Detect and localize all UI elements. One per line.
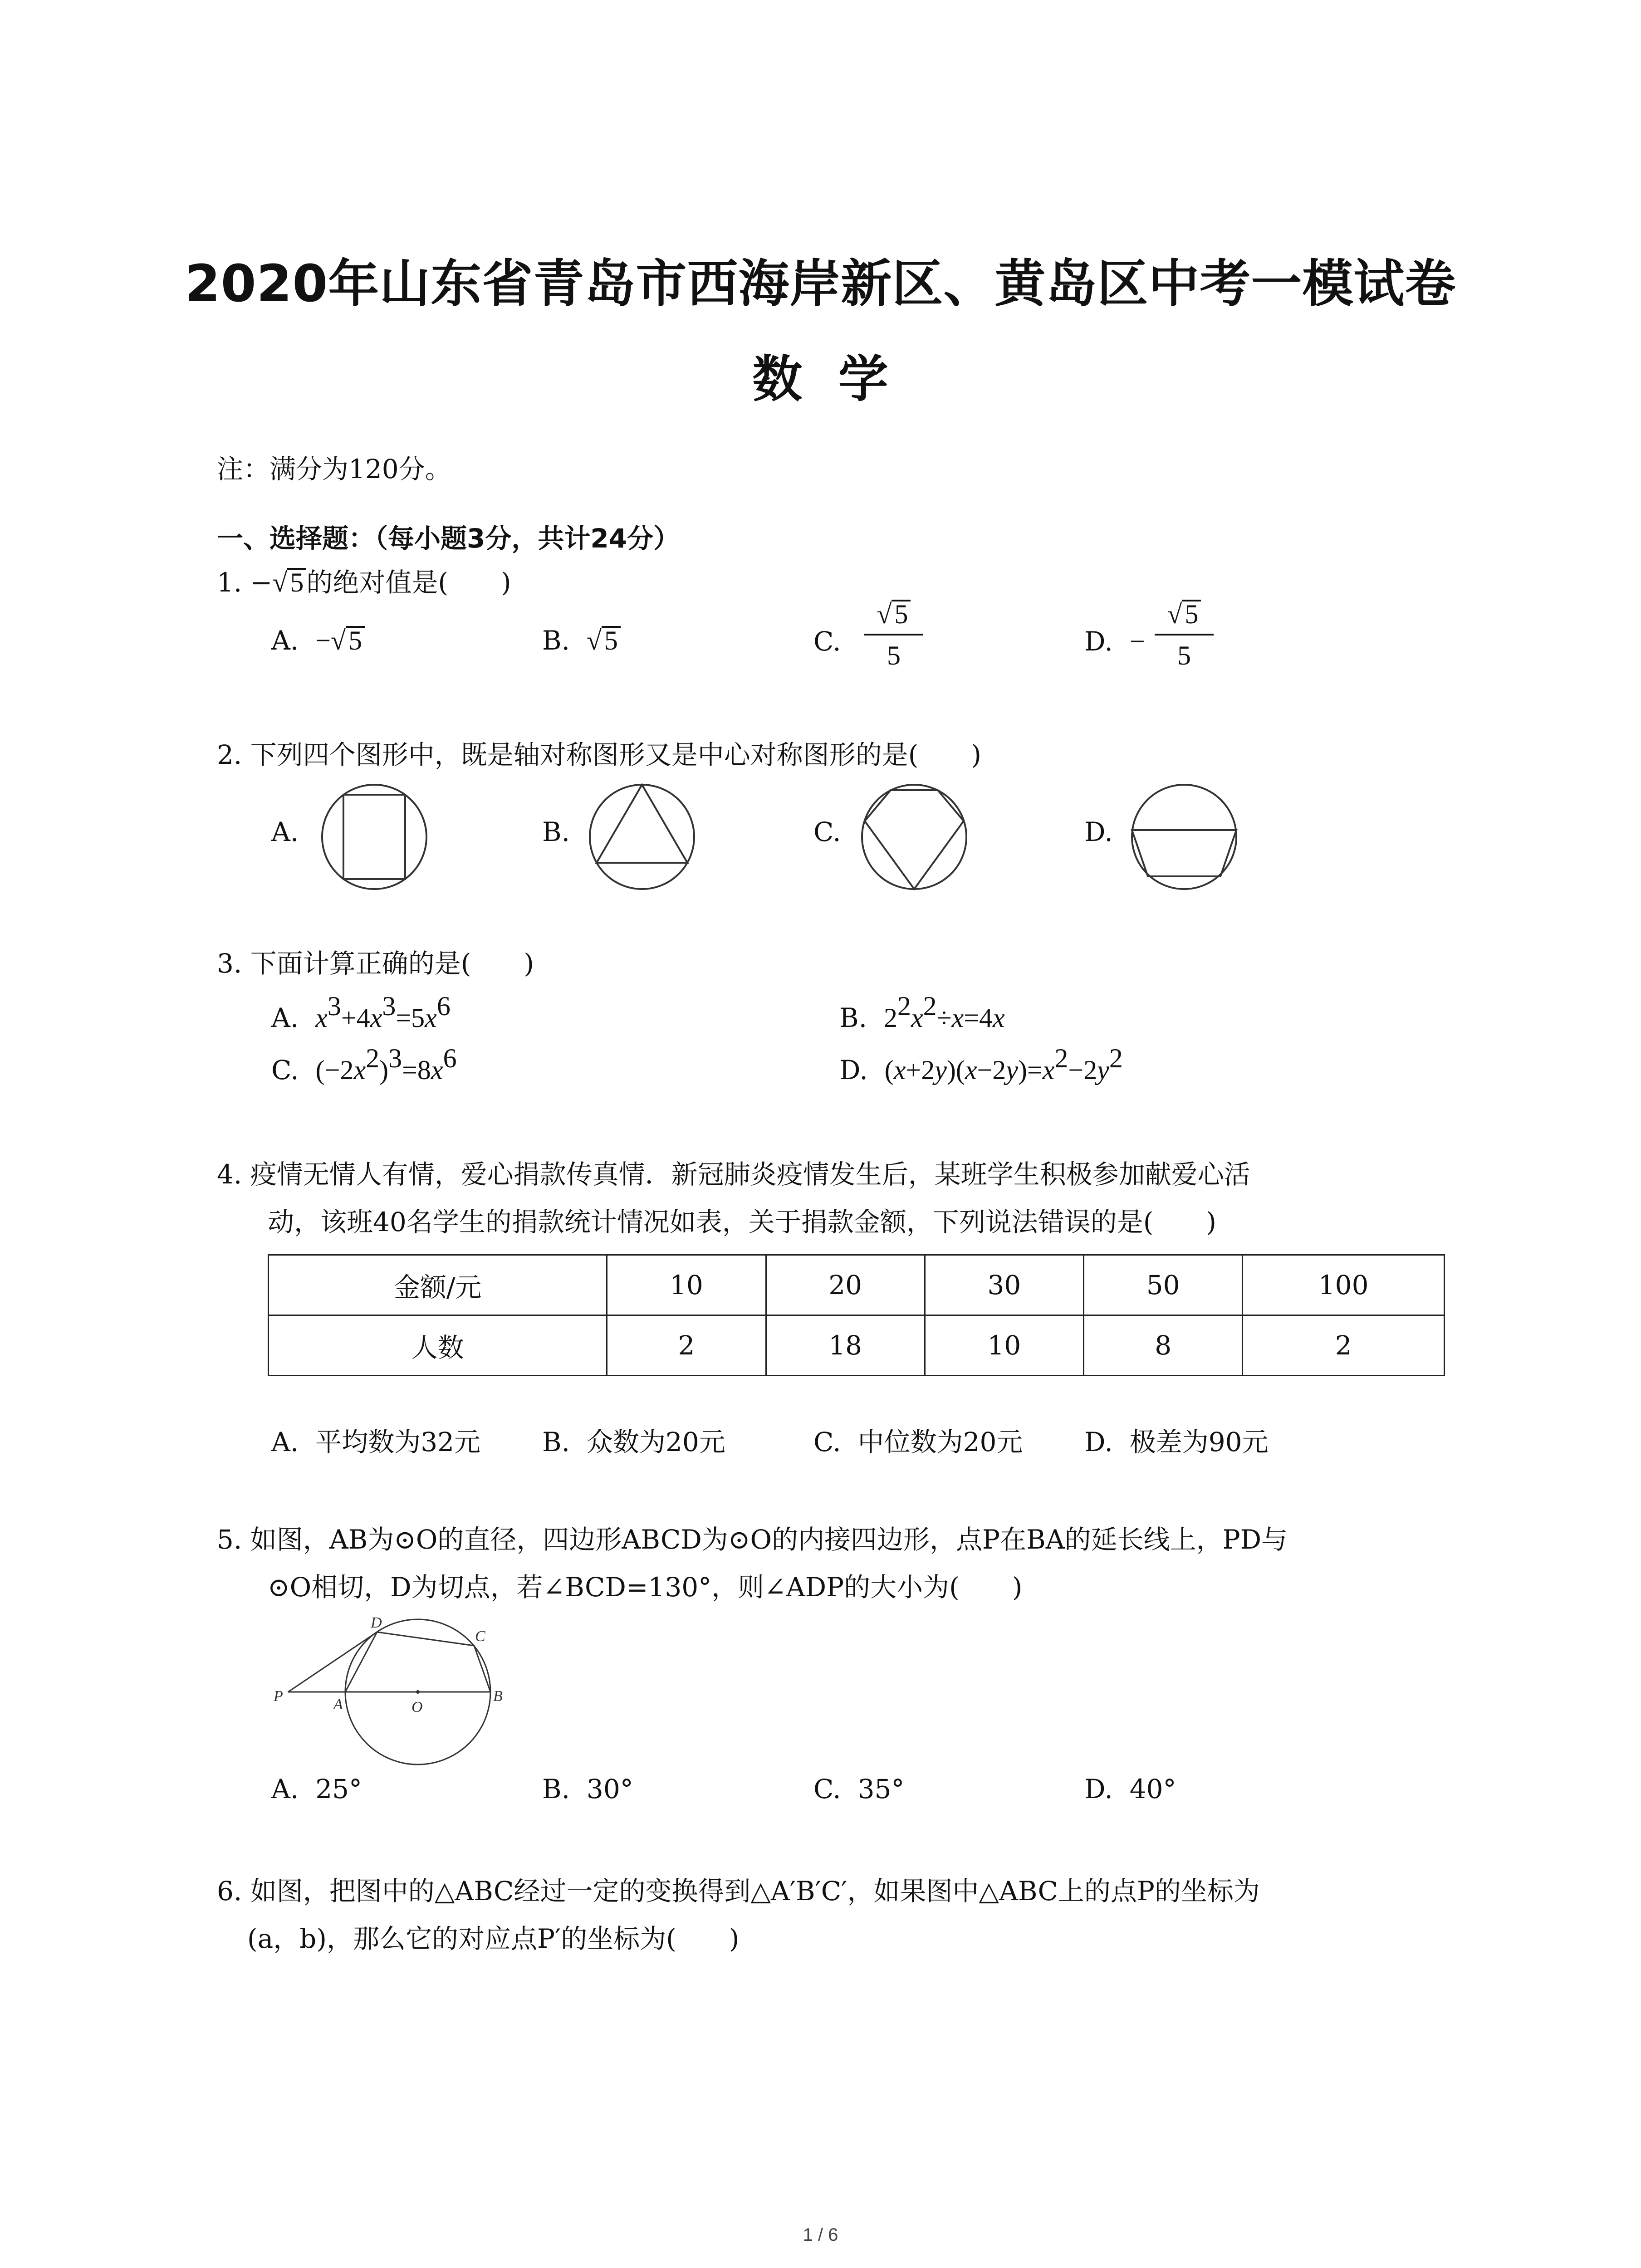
table-cell: 50 [1084, 1255, 1243, 1315]
fraction-denominator: 5 [1177, 640, 1191, 670]
option-label: B. [542, 625, 570, 656]
option-label: A. [271, 1002, 299, 1033]
q1-stem-prefix: 1. − [217, 567, 273, 598]
q4-option-a: A. 平均数为32元 [271, 1427, 480, 1457]
label-b: B [493, 1688, 503, 1705]
center-point [416, 1690, 420, 1694]
table-row [269, 1315, 1445, 1376]
circle-shape [322, 785, 426, 889]
paper-subject: 数 学 [752, 350, 889, 408]
table-cell: 8 [1084, 1315, 1243, 1376]
q5-geometry-figure [265, 1615, 519, 1769]
q3-option-c: C. $(-2x^2)^3=8x^6$ [271, 1043, 457, 1085]
q1-option-c-label: C. [813, 626, 841, 657]
full-score-note: 注：满分为120分。 [217, 454, 451, 484]
donation-table [268, 1254, 1445, 1376]
label-o: O [411, 1699, 423, 1716]
page-number: 1 / 6 [803, 2225, 838, 2245]
q3-option-a: A. $x^3+4x^3=5x^6$ [271, 991, 451, 1033]
q1-option-b: B. √ 5 [542, 626, 621, 654]
rectangle-shape [343, 795, 405, 879]
q3-option-d: D. $(x+2y)(x-2y)=x^2-2y^2$ [839, 1043, 1123, 1085]
pentagon-shape [865, 790, 964, 889]
q2-figure-a [318, 780, 431, 894]
q1-option-c-fraction: $\frac{√ 5}{5}$ [864, 599, 923, 671]
table-cell: 人数 [269, 1315, 607, 1376]
q4-stem-line1: 4. 疫情无情人有情，爱心捐款传真情．新冠肺炎疫情发生后，某班学生积极参加献爱心活 [217, 1159, 1250, 1190]
table-cell: 2 [1243, 1315, 1445, 1376]
section-heading: 一、选择题：（每小题3分，共计24分） [217, 523, 680, 554]
table-cell: 10 [925, 1315, 1083, 1376]
q5-option-d: D. 40° [1084, 1774, 1176, 1804]
q1-option-d-fraction: $\frac{√ 5}{5}$ [1155, 599, 1214, 671]
q1-a-radicand: 5 [346, 626, 365, 653]
option-label: B. [839, 1002, 867, 1033]
q2-option-d-label: D. [1084, 816, 1113, 847]
fraction-numerator: 5 [1182, 600, 1201, 627]
minus-sign: − [315, 626, 331, 655]
option-label: A. [271, 625, 299, 656]
q6-stem-line2: (a，b)，那么它的对应点P′的坐标为( ) [247, 1923, 740, 1954]
table-cell: 20 [766, 1255, 925, 1315]
table-cell: 100 [1243, 1255, 1445, 1315]
label-a: A [333, 1696, 343, 1713]
table-cell: 2 [607, 1315, 766, 1376]
q4-option-b: B. 众数为20元 [542, 1427, 725, 1457]
q2-figure-b [585, 780, 699, 894]
q4-option-c: C. 中位数为20元 [813, 1427, 1023, 1457]
fraction-numerator: 5 [892, 600, 911, 627]
label-p: P [274, 1688, 283, 1705]
q3-stem: 3. 下面计算正确的是( ) [217, 948, 534, 979]
table-row [269, 1255, 1445, 1315]
fraction-denominator: 5 [887, 640, 901, 670]
q5-stem-line1: 5. 如图，AB为⊙O的直径，四边形ABCD为⊙O的内接四边形，点P在BA的延长线上，PD与 [217, 1524, 1288, 1555]
label-d: D [371, 1615, 382, 1631]
q1-stem-suffix: 的绝对值是( ) [306, 567, 511, 598]
table-cell: 30 [925, 1255, 1083, 1315]
q5-option-a: A. 25° [271, 1774, 362, 1804]
q5-option-b: B. 30° [542, 1774, 633, 1804]
q5-stem-line2: ⊙O相切，D为切点，若∠BCD=130°，则∠ADP的大小为( ) [268, 1572, 1023, 1603]
q1-radicand: 5 [287, 568, 306, 595]
option-label: D. [839, 1055, 868, 1085]
q4-stem-line2: 动，该班40名学生的捐款统计情况如表，关于捐款金额，下列说法错误的是( ) [268, 1207, 1217, 1237]
q1-b-radicand: 5 [602, 626, 621, 653]
q1-option-d-label: D. [1084, 626, 1113, 657]
q6-stem-line1: 6. 如图，把图中的△ABC经过一定的变换得到△A′B′C′，如果图中△ABC上的点P的坐标为 [217, 1876, 1260, 1906]
q1-stem: 1. −√ 5 的绝对值是( ) [217, 567, 511, 598]
circle-shape [590, 785, 694, 889]
table-cell: 18 [766, 1315, 925, 1376]
q2-option-c-label: C. [813, 816, 841, 847]
q2-stem: 2. 下列四个图形中，既是轴对称图形又是中心对称图形的是( ) [217, 739, 982, 770]
minus-sign: − [1130, 626, 1145, 656]
q4-option-d: D. 极差为90元 [1084, 1427, 1269, 1457]
q5-option-c: C. 35° [813, 1774, 905, 1804]
tangent-pd [288, 1632, 377, 1692]
q2-option-a-label: A. [271, 816, 299, 847]
paper-title: 2020年山东省青岛市西海岸新区、黄岛区中考一模试卷 [185, 254, 1456, 313]
q2-figure-d [1127, 780, 1241, 894]
q1-option-a: A. −√ 5 [271, 626, 365, 654]
circle-shape [862, 785, 966, 889]
option-label: C. [271, 1055, 299, 1085]
q2-figure-c [857, 780, 971, 894]
q2-option-b-label: B. [542, 816, 570, 847]
q3-option-b: B. $2^2x^2\div x=4x$ [839, 991, 1005, 1033]
table-cell: 10 [607, 1255, 766, 1315]
label-c: C [475, 1628, 485, 1645]
trapezoid-shape [1132, 830, 1236, 876]
table-cell: 金额/元 [269, 1255, 607, 1315]
